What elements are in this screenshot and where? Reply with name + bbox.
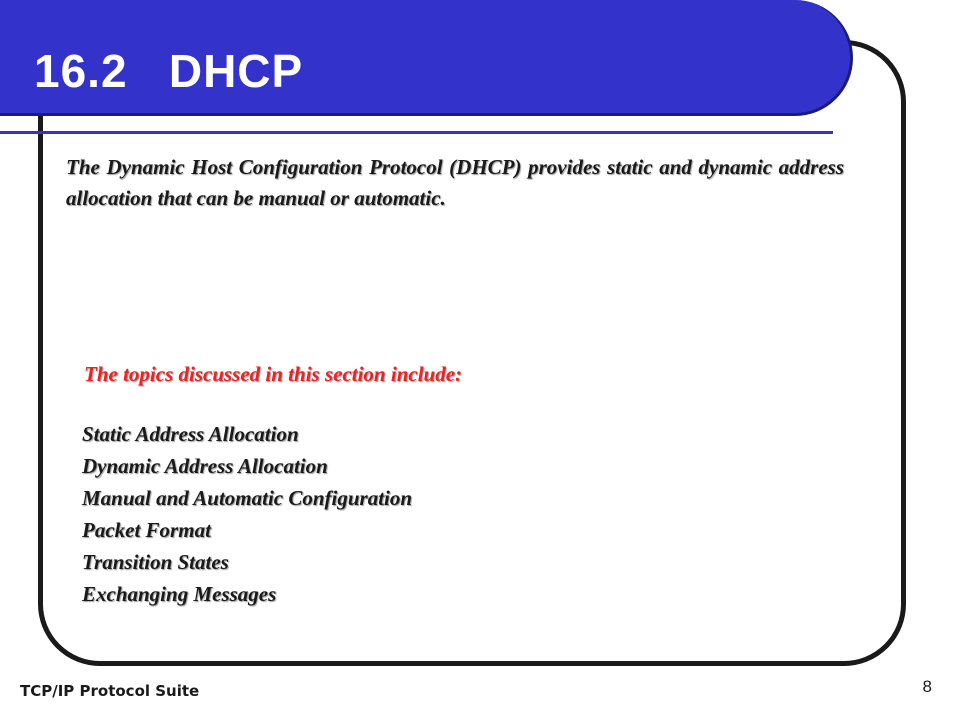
footer-book-title: TCP/IP Protocol Suite bbox=[20, 682, 200, 700]
topic-item: Transition States bbox=[82, 550, 229, 574]
intro-paragraph: The Dynamic Host Configuration Protocol (DHCP) provides static and dynamic address allocation that can be manual or automatic. bbox=[66, 155, 844, 210]
topic-item: Manual and Automatic Configuration bbox=[82, 486, 413, 510]
topic-item: Exchanging Messages bbox=[82, 582, 277, 606]
page-number: 8 bbox=[922, 677, 932, 696]
slide-title: 16.2 DHCP bbox=[34, 45, 304, 97]
topic-item: Dynamic Address Allocation bbox=[82, 454, 328, 478]
topics-heading: The topics discussed in this section include: bbox=[84, 362, 463, 386]
topic-item: Static Address Allocation bbox=[82, 422, 299, 446]
title-rule bbox=[0, 131, 833, 134]
topic-list bbox=[82, 418, 412, 610]
title-band bbox=[0, 0, 853, 116]
topic-item: Packet Format bbox=[82, 518, 211, 542]
